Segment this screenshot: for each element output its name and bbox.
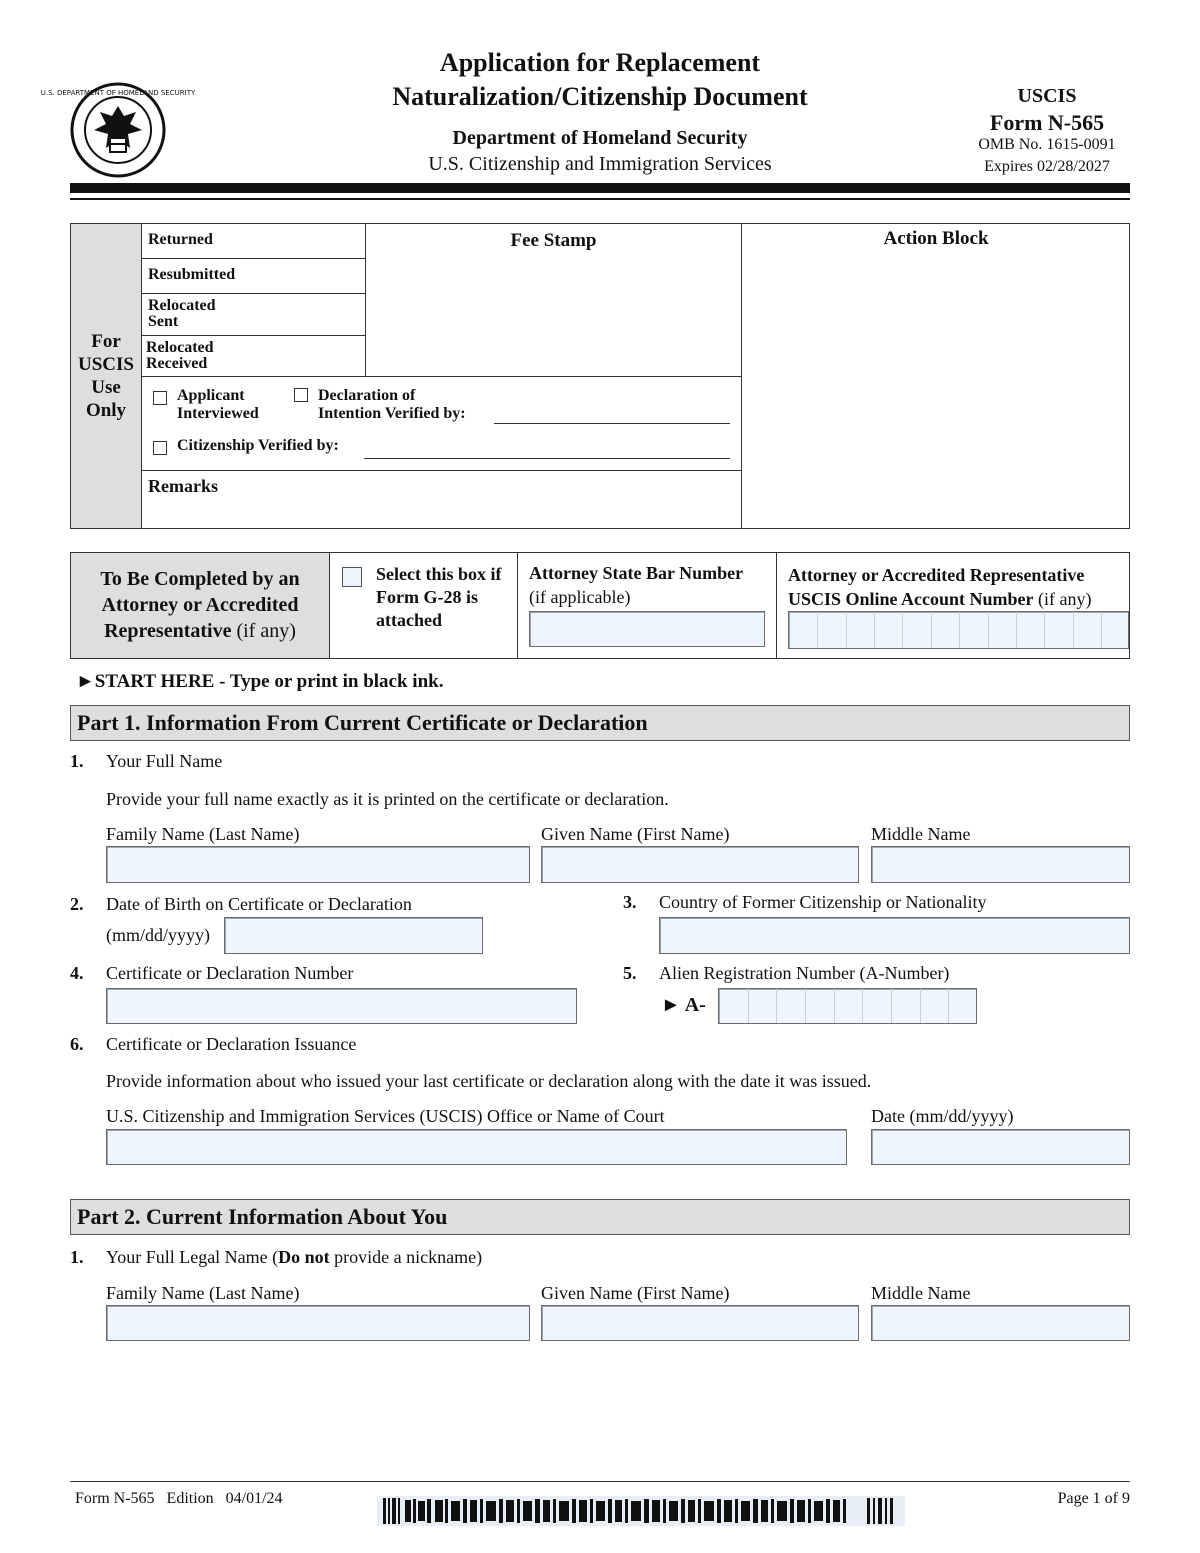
p1-q6-label: Certificate or Declaration Issuance — [106, 1034, 357, 1054]
p2-q1-label — [106, 1247, 482, 1268]
online-account-number-input[interactable] — [788, 611, 1129, 649]
p2-family-name-input[interactable] — [106, 1305, 530, 1341]
attorney-title-line3 — [71, 618, 329, 644]
p1-given-name-label: Given Name (First Name) — [541, 824, 730, 844]
footer-barcode — [377, 1496, 905, 1526]
footer-rule — [70, 1481, 1130, 1482]
applicant-interviewed-label — [177, 387, 259, 423]
form-title-line2: Naturalization/Citizenship Document — [392, 82, 808, 111]
footer-form-edition: Form N-565 Edition 04/01/24 — [75, 1490, 283, 1507]
action-block-label: Action Block — [883, 228, 989, 249]
relocated-received-label — [146, 340, 214, 372]
form-title-line1: Application for Replacement — [439, 48, 761, 77]
p2-middle-name-label: Middle Name — [871, 1283, 971, 1303]
p1-q5-number: 5. — [623, 963, 637, 983]
side-label-uscis: USCIS — [78, 354, 134, 375]
header-rule-thick — [70, 183, 1130, 193]
attorney-title-line1: To Be Completed by an — [100, 568, 300, 590]
relocated-received-line1: Relocated — [146, 339, 214, 356]
p1-issue-date-label: Date (mm/dd/yyyy) — [871, 1106, 1014, 1126]
p1-q2-format: (mm/dd/yyyy) — [106, 925, 210, 945]
p1-q6-number: 6. — [70, 1034, 84, 1054]
form-agency: USCIS — [1017, 85, 1077, 107]
relocated-sent-line2: Sent — [148, 313, 179, 330]
g28-line1: Select this box if — [376, 564, 502, 584]
p1-middle-name-label: Middle Name — [871, 824, 971, 844]
attorney-title-line2: Attorney or Accredited — [101, 594, 299, 616]
p1-country-citizenship-input[interactable] — [659, 917, 1130, 954]
applicant-interviewed-line1: Applicant — [177, 387, 245, 404]
p1-q4-number: 4. — [70, 963, 84, 983]
p2-middle-name-input[interactable] — [871, 1305, 1130, 1341]
p2-q1-label-a: Your Full Legal Name ( — [106, 1247, 279, 1267]
uscis-side-label — [71, 330, 141, 422]
declaration-line2: Intention Verified by: — [318, 405, 466, 422]
fee-stamp-label: Fee Stamp — [510, 230, 597, 251]
side-label-use: Use — [91, 377, 121, 398]
row-divider — [141, 335, 365, 336]
column-divider — [517, 553, 518, 658]
citizenship-verified-checkbox[interactable] — [153, 441, 167, 455]
declaration-line1: Declaration of — [318, 387, 416, 404]
citizenship-verified-line[interactable] — [364, 458, 730, 459]
p1-q3-number: 3. — [623, 892, 637, 912]
p2-given-name-input[interactable] — [541, 1305, 859, 1341]
p1-given-name-input[interactable] — [541, 846, 859, 883]
remarks-label: Remarks — [148, 476, 218, 496]
p1-a-number-input[interactable] — [718, 988, 977, 1024]
dhs-seal-icon — [40, 82, 196, 178]
relocated-sent-label — [148, 298, 216, 330]
row-divider — [141, 470, 741, 471]
p1-q1-instruction: Provide your full name exactly as it is printed on the certificate or declaration. — [106, 789, 669, 809]
column-divider — [741, 224, 742, 528]
g28-line3: attached — [376, 610, 442, 630]
a-number-prefix: ► A- — [661, 994, 706, 1016]
p1-family-name-label: Family Name (Last Name) — [106, 824, 300, 844]
attorney-title — [71, 566, 329, 644]
start-here-instruction: ►START HERE - Type or print in black ink. — [76, 671, 444, 692]
online-account-ifany: (if any) — [1033, 589, 1092, 609]
agency-name: U.S. Citizenship and Immigration Services — [428, 153, 772, 175]
declaration-verified-checkbox[interactable] — [294, 388, 308, 402]
p1-q1-label: Your Full Name — [106, 751, 223, 771]
bar-number-label: Attorney State Bar Number — [529, 563, 744, 583]
p1-q6-instruction: Provide information about who issued your last certificate or declaration along with the date it was issued. — [106, 1071, 872, 1091]
bar-number-sub: (if applicable) — [529, 587, 631, 607]
p1-date-of-birth-input[interactable] — [224, 917, 483, 954]
omb-number: OMB No. 1615-0091 — [978, 136, 1116, 153]
p2-q1-number: 1. — [70, 1247, 84, 1267]
p2-given-name-label: Given Name (First Name) — [541, 1283, 730, 1303]
online-account-label-line2 — [788, 589, 1092, 610]
header-rule-thin — [70, 198, 1130, 200]
p1-q5-label: Alien Registration Number (A-Number) — [659, 963, 950, 983]
part2-heading: Part 2. Current Information About You — [70, 1199, 1130, 1235]
relocated-received-line2: Received — [146, 355, 208, 372]
side-label-for: For — [91, 331, 121, 352]
p1-family-name-input[interactable] — [106, 846, 530, 883]
bar-number-input[interactable] — [529, 611, 765, 647]
part1-heading: Part 1. Information From Current Certificate or Declaration — [70, 705, 1130, 741]
applicant-interviewed-line2: Interviewed — [177, 405, 259, 422]
p1-q1-number: 1. — [70, 751, 84, 771]
online-account-label-line1: Attorney or Accredited Representative — [788, 565, 1085, 585]
returned-label: Returned — [148, 231, 213, 248]
g28-line2: Form G-28 is — [376, 587, 478, 607]
side-label-only: Only — [85, 400, 127, 421]
attorney-title-ifany: (if any) — [231, 620, 296, 642]
p1-q2-label: Date of Birth on Certificate or Declaration — [106, 894, 412, 914]
form-number: Form N-565 — [989, 110, 1105, 135]
declaration-verified-label — [318, 387, 466, 423]
g28-label — [376, 563, 502, 632]
p2-q1-label-b: provide a nickname) — [329, 1247, 483, 1267]
p1-certificate-number-input[interactable] — [106, 988, 577, 1024]
resubmitted-label: Resubmitted — [148, 266, 236, 283]
citizenship-verified-label: Citizenship Verified by: — [177, 437, 339, 454]
row-divider — [141, 293, 365, 294]
row-divider — [141, 376, 741, 377]
attorney-title-rep: Representative — [104, 620, 232, 642]
declaration-verified-line[interactable] — [494, 423, 730, 424]
p1-q2-number: 2. — [70, 894, 84, 914]
expiration-date: Expires 02/28/2027 — [984, 158, 1110, 175]
p1-office-label: U.S. Citizenship and Immigration Services (USCIS) Office or Name of Court — [106, 1106, 665, 1126]
p1-q3-label: Country of Former Citizenship or Nationality — [659, 892, 987, 912]
footer-page-number: Page 1 of 9 — [1057, 1490, 1130, 1507]
applicant-interviewed-checkbox[interactable] — [153, 391, 167, 405]
online-account-bold: USCIS Online Account Number — [788, 589, 1034, 609]
p1-office-input[interactable] — [106, 1129, 847, 1165]
p1-issue-date-input[interactable] — [871, 1129, 1130, 1165]
p1-middle-name-input[interactable] — [871, 846, 1130, 883]
p2-family-name-label: Family Name (Last Name) — [106, 1283, 300, 1303]
row-divider — [141, 258, 365, 259]
p1-q4-label: Certificate or Declaration Number — [106, 963, 354, 983]
g28-checkbox[interactable] — [342, 567, 362, 587]
column-divider — [776, 553, 777, 658]
p2-q1-label-bold: Do not — [278, 1247, 330, 1267]
seal-text: U.S. DEPARTMENT OF HOMELAND SECURITY — [40, 89, 196, 97]
department-name: Department of Homeland Security — [452, 127, 748, 149]
relocated-sent-line1: Relocated — [148, 297, 216, 314]
